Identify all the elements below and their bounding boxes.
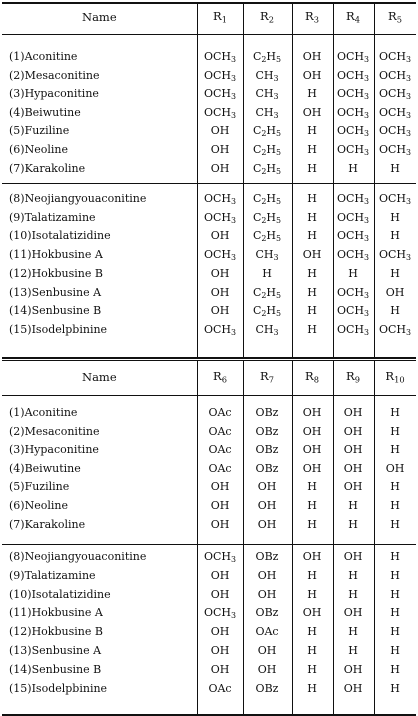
substituent-cell: $OCH_3$: [336, 87, 370, 102]
column-header-r7: $R_7$: [260, 369, 274, 385]
substituent-cell: H: [307, 480, 317, 494]
substituent-cell: OH: [210, 517, 230, 531]
substituent-cell: H: [348, 517, 358, 531]
substituent-cell: $OCH_3$: [378, 143, 412, 158]
column-header-r3: $R_3$: [305, 9, 319, 25]
substituent-cell: $C_2H_5$: [252, 229, 282, 244]
substituent-cell: H: [390, 480, 400, 494]
substituent-cell: $OCH_3$: [203, 87, 237, 102]
substituent-cell: H: [390, 210, 400, 224]
substituent-cell: H: [348, 568, 358, 582]
substituent-cell: OH: [257, 587, 277, 601]
column-divider: [333, 360, 334, 714]
substituent-cell: H: [390, 662, 400, 676]
substituent-cell: H: [307, 124, 317, 138]
compound-name: (12)Hokbusine B: [9, 625, 103, 639]
substituent-cell: $OCH_3$: [378, 50, 412, 65]
substituent-cell: $C_2H_5$: [252, 210, 282, 225]
substituent-cell: OH: [302, 606, 322, 620]
substituent-cell: OH: [343, 662, 363, 676]
substituent-cell: H: [390, 229, 400, 243]
substituent-cell: $OCH_3$: [203, 192, 237, 207]
column-header-r4: $R_4$: [346, 9, 360, 25]
substituent-cell: H: [307, 304, 317, 318]
substituent-cell: $CH_3$: [255, 87, 279, 102]
substituent-cell: H: [390, 424, 400, 438]
substituent-cell: OBz: [255, 443, 279, 457]
substituent-cell: H: [307, 568, 317, 582]
substituent-cell: $C_2H_5$: [252, 304, 282, 319]
compound-name: (5)Fuziline: [9, 124, 70, 138]
substituent-cell: H: [348, 499, 358, 512]
table-rule: [2, 2, 416, 4]
substituent-cell: H: [390, 644, 400, 657]
substituent-cell: H: [390, 406, 400, 419]
substituent-cell: $CH_3$: [255, 105, 279, 120]
substituent-cell: OH: [210, 499, 230, 512]
substituent-cell: OBz: [255, 406, 279, 419]
substituent-cell: $C_2H_5$: [252, 143, 282, 158]
substituent-cell: H: [348, 161, 358, 175]
substituent-cell: $OCH_3$: [378, 105, 412, 120]
substituent-cell: OH: [302, 550, 322, 563]
substituent-cell: OH: [257, 644, 277, 657]
substituent-cell: H: [307, 662, 317, 676]
substituent-cell: OH: [302, 424, 322, 438]
substituent-cell: OH: [210, 480, 230, 494]
compound-name: (14)Senbusine B: [9, 304, 102, 318]
substituent-cell: $CH_3$: [255, 248, 279, 263]
substituent-cell: H: [390, 517, 400, 531]
substituent-cell: OH: [302, 461, 322, 475]
substituent-cell: $OCH_3$: [203, 68, 237, 83]
substituent-cell: OBz: [255, 606, 279, 620]
substituent-cell: OBz: [255, 424, 279, 438]
substituent-cell: OH: [210, 625, 230, 639]
substituent-cell: OH: [343, 424, 363, 438]
substituent-cell: H: [307, 625, 317, 639]
substituent-cell: OH: [210, 644, 230, 657]
substituent-cell: OH: [257, 662, 277, 676]
substituent-cell: $C_2H_5$: [252, 50, 282, 65]
substituent-cell: $C_2H_5$: [252, 161, 282, 176]
column-divider: [292, 360, 293, 714]
substituent-cell: H: [307, 681, 317, 695]
compound-name: (6)Neoline: [9, 143, 68, 156]
compound-name: (11)Hokbusine A: [9, 606, 103, 620]
compound-name: (4)Beiwutine: [9, 105, 81, 119]
compound-name: (13)Senbusine A: [9, 285, 102, 299]
substituent-cell: OAc: [208, 681, 232, 695]
substituent-cell: OH: [343, 681, 363, 695]
substituent-cell: $OCH_3$: [336, 285, 370, 300]
column-divider: [333, 2, 334, 357]
substituent-cell: OH: [210, 266, 230, 280]
substituent-cell: $OCH_3$: [378, 192, 412, 207]
substituent-cell: H: [390, 266, 400, 280]
compound-name: (3)Hypaconitine: [9, 443, 99, 457]
substituent-cell: OAc: [208, 443, 232, 457]
substituent-cell: OH: [302, 68, 322, 82]
substituent-cell: $OCH_3$: [336, 124, 370, 139]
substituent-cell: OAc: [255, 625, 279, 639]
column-header-name: Name: [82, 10, 117, 24]
substituent-cell: OH: [343, 461, 363, 475]
compound-name: (10)Isotalatizidine: [9, 229, 111, 243]
substituent-cell: H: [390, 587, 400, 601]
substituent-cell: OH: [343, 443, 363, 457]
column-header-r10: $R_{10}$: [385, 369, 405, 385]
substituent-cell: H: [307, 266, 317, 280]
substituent-cell: H: [307, 143, 317, 156]
substituent-cell: OH: [302, 443, 322, 457]
compound-name: (2)Mesaconitine: [9, 424, 100, 438]
column-header-name: Name: [82, 370, 117, 384]
substituent-cell: H: [390, 161, 400, 175]
substituent-cell: OH: [210, 285, 230, 299]
substituent-cell: OH: [302, 248, 322, 262]
compound-name: (7)Karakoline: [9, 517, 86, 531]
substituent-cell: H: [307, 322, 317, 336]
compound-name: (14)Senbusine B: [9, 662, 102, 676]
substituent-cell: H: [348, 644, 358, 657]
substituent-cell: $OCH_3$: [203, 322, 237, 338]
substituent-cell: H: [307, 161, 317, 175]
compound-name: (2)Mesaconitine: [9, 68, 100, 82]
substituent-cell: OH: [343, 480, 363, 494]
compound-name: (10)Isotalatizidine: [9, 587, 111, 601]
substituent-cell: $OCH_3$: [378, 68, 412, 83]
substituent-cell: H: [390, 304, 400, 318]
substituent-cell: OH: [257, 480, 277, 494]
substituent-cell: OH: [343, 406, 363, 419]
substituent-cell: $C_2H_5$: [252, 285, 282, 300]
compound-name: (1)Aconitine: [9, 50, 78, 63]
column-header-r5: $R_5$: [388, 9, 402, 25]
compound-name: (8)Neojiangyouaconitine: [9, 192, 147, 205]
substituent-cell: OAc: [208, 461, 232, 475]
substituent-cell: $OCH_3$: [378, 248, 412, 263]
substituent-cell: H: [348, 266, 358, 280]
substituent-cell: OH: [257, 568, 277, 582]
substituent-cell: OH: [343, 550, 363, 563]
substituent-cell: $OCH_3$: [336, 143, 370, 158]
substituent-cell: $OCH_3$: [336, 50, 370, 65]
substituent-cell: H: [348, 587, 358, 601]
column-divider: [197, 2, 198, 357]
substituent-cell: $OCH_3$: [336, 248, 370, 263]
substituent-cell: $OCH_3$: [336, 105, 370, 120]
substituent-cell: H: [307, 644, 317, 657]
column-divider: [243, 360, 244, 714]
substituent-cell: OBz: [255, 461, 279, 475]
column-header-r8: $R_8$: [305, 369, 319, 385]
substituent-cell: OH: [257, 499, 277, 512]
compound-name: (3)Hypaconitine: [9, 87, 99, 101]
substituent-cell: H: [307, 87, 317, 101]
substituent-cell: OH: [210, 568, 230, 582]
substituent-cell: $OCH_3$: [336, 210, 370, 225]
substituent-cell: $OCH_3$: [203, 210, 237, 225]
substituent-cell: H: [307, 587, 317, 601]
column-header-r1: $R_1$: [213, 9, 227, 25]
substituent-cell: $CH_3$: [255, 322, 279, 338]
table-rule: [2, 360, 416, 361]
substituent-cell: OAc: [208, 424, 232, 438]
substituent-cell: $OCH_3$: [378, 87, 412, 102]
substituent-cell: OH: [385, 461, 405, 475]
substituent-cell: H: [390, 625, 400, 639]
substituent-cell: H: [307, 192, 317, 205]
substituent-cell: OH: [210, 662, 230, 676]
substituent-cell: $CH_3$: [255, 68, 279, 83]
table-rule: [2, 395, 416, 396]
substituent-cell: H: [307, 517, 317, 531]
substituent-cell: H: [390, 499, 400, 512]
compound-name: (9)Talatizamine: [9, 210, 96, 224]
substituent-cell: OH: [210, 124, 230, 138]
substituent-cell: $OCH_3$: [378, 322, 412, 338]
substituent-cell: OAc: [208, 406, 232, 419]
substituent-cell: OH: [343, 606, 363, 620]
column-header-r2: $R_2$: [260, 9, 274, 25]
compound-name: (4)Beiwutine: [9, 461, 81, 475]
substituent-cell: OH: [210, 229, 230, 243]
substituent-cell: OH: [210, 161, 230, 175]
substituent-cell: $OCH_3$: [203, 105, 237, 120]
table-rule: [2, 34, 416, 35]
substituent-cell: $OCH_3$: [336, 304, 370, 319]
substituent-cell: $OCH_3$: [378, 124, 412, 139]
substituent-cell: OH: [385, 285, 405, 299]
substituent-cell: OH: [302, 406, 322, 419]
compound-name: (15)Isodelpbinine: [9, 681, 108, 695]
substituent-cell: $OCH_3$: [203, 248, 237, 263]
column-header-r9: $R_9$: [346, 369, 360, 385]
compound-name: (9)Talatizamine: [9, 568, 96, 582]
substituent-cell: H: [348, 625, 358, 639]
substituent-cell: H: [390, 681, 400, 695]
substituent-cell: $OCH_3$: [336, 229, 370, 244]
table-rule: [2, 544, 416, 545]
compound-name: (8)Neojiangyouaconitine: [9, 550, 147, 563]
substituent-cell: H: [390, 568, 400, 582]
substituent-cell: OH: [257, 517, 277, 531]
substituent-cell: $C_2H_5$: [252, 124, 282, 139]
substituent-cell: $C_2H_5$: [252, 192, 282, 207]
column-divider: [374, 2, 375, 357]
substituent-cell: OH: [210, 304, 230, 318]
compound-name: (11)Hokbusine A: [9, 248, 103, 262]
table-rule: [2, 357, 416, 359]
substituent-cell: $OCH_3$: [203, 50, 237, 65]
substituent-cell: OH: [210, 143, 230, 156]
substituent-cell: H: [262, 266, 272, 280]
substituent-cell: $OCH_3$: [336, 322, 370, 338]
substituent-cell: $OCH_3$: [336, 68, 370, 83]
substituent-cell: H: [307, 210, 317, 224]
substituent-cell: OH: [210, 587, 230, 601]
substituent-cell: $OCH_3$: [203, 606, 237, 621]
column-divider: [197, 360, 198, 714]
substituent-cell: $OCH_3$: [203, 550, 237, 565]
substituent-cell: H: [307, 229, 317, 243]
substituent-cell: H: [307, 499, 317, 512]
substituent-cell: OBz: [255, 550, 279, 563]
compound-name: (12)Hokbusine B: [9, 266, 103, 280]
substituent-cell: OH: [302, 105, 322, 119]
compound-name: (6)Neoline: [9, 499, 68, 512]
column-divider: [374, 360, 375, 714]
substituent-cell: H: [390, 606, 400, 620]
column-divider: [243, 2, 244, 357]
substituent-cell: OBz: [255, 681, 279, 695]
compound-name: (1)Aconitine: [9, 406, 78, 419]
substituent-cell: OH: [302, 50, 322, 63]
compound-name: (13)Senbusine A: [9, 644, 102, 657]
substituent-cell: H: [307, 285, 317, 299]
compound-name: (7)Karakoline: [9, 161, 86, 175]
substituent-cell: $OCH_3$: [336, 192, 370, 207]
table-rule: [2, 183, 416, 184]
column-header-r6: $R_6$: [213, 369, 227, 385]
compound-name: (5)Fuziline: [9, 480, 70, 494]
substituent-cell: H: [390, 550, 400, 563]
substituent-cell: H: [390, 443, 400, 457]
compound-name: (15)Isodelpbinine: [9, 322, 108, 336]
column-divider: [292, 2, 293, 357]
